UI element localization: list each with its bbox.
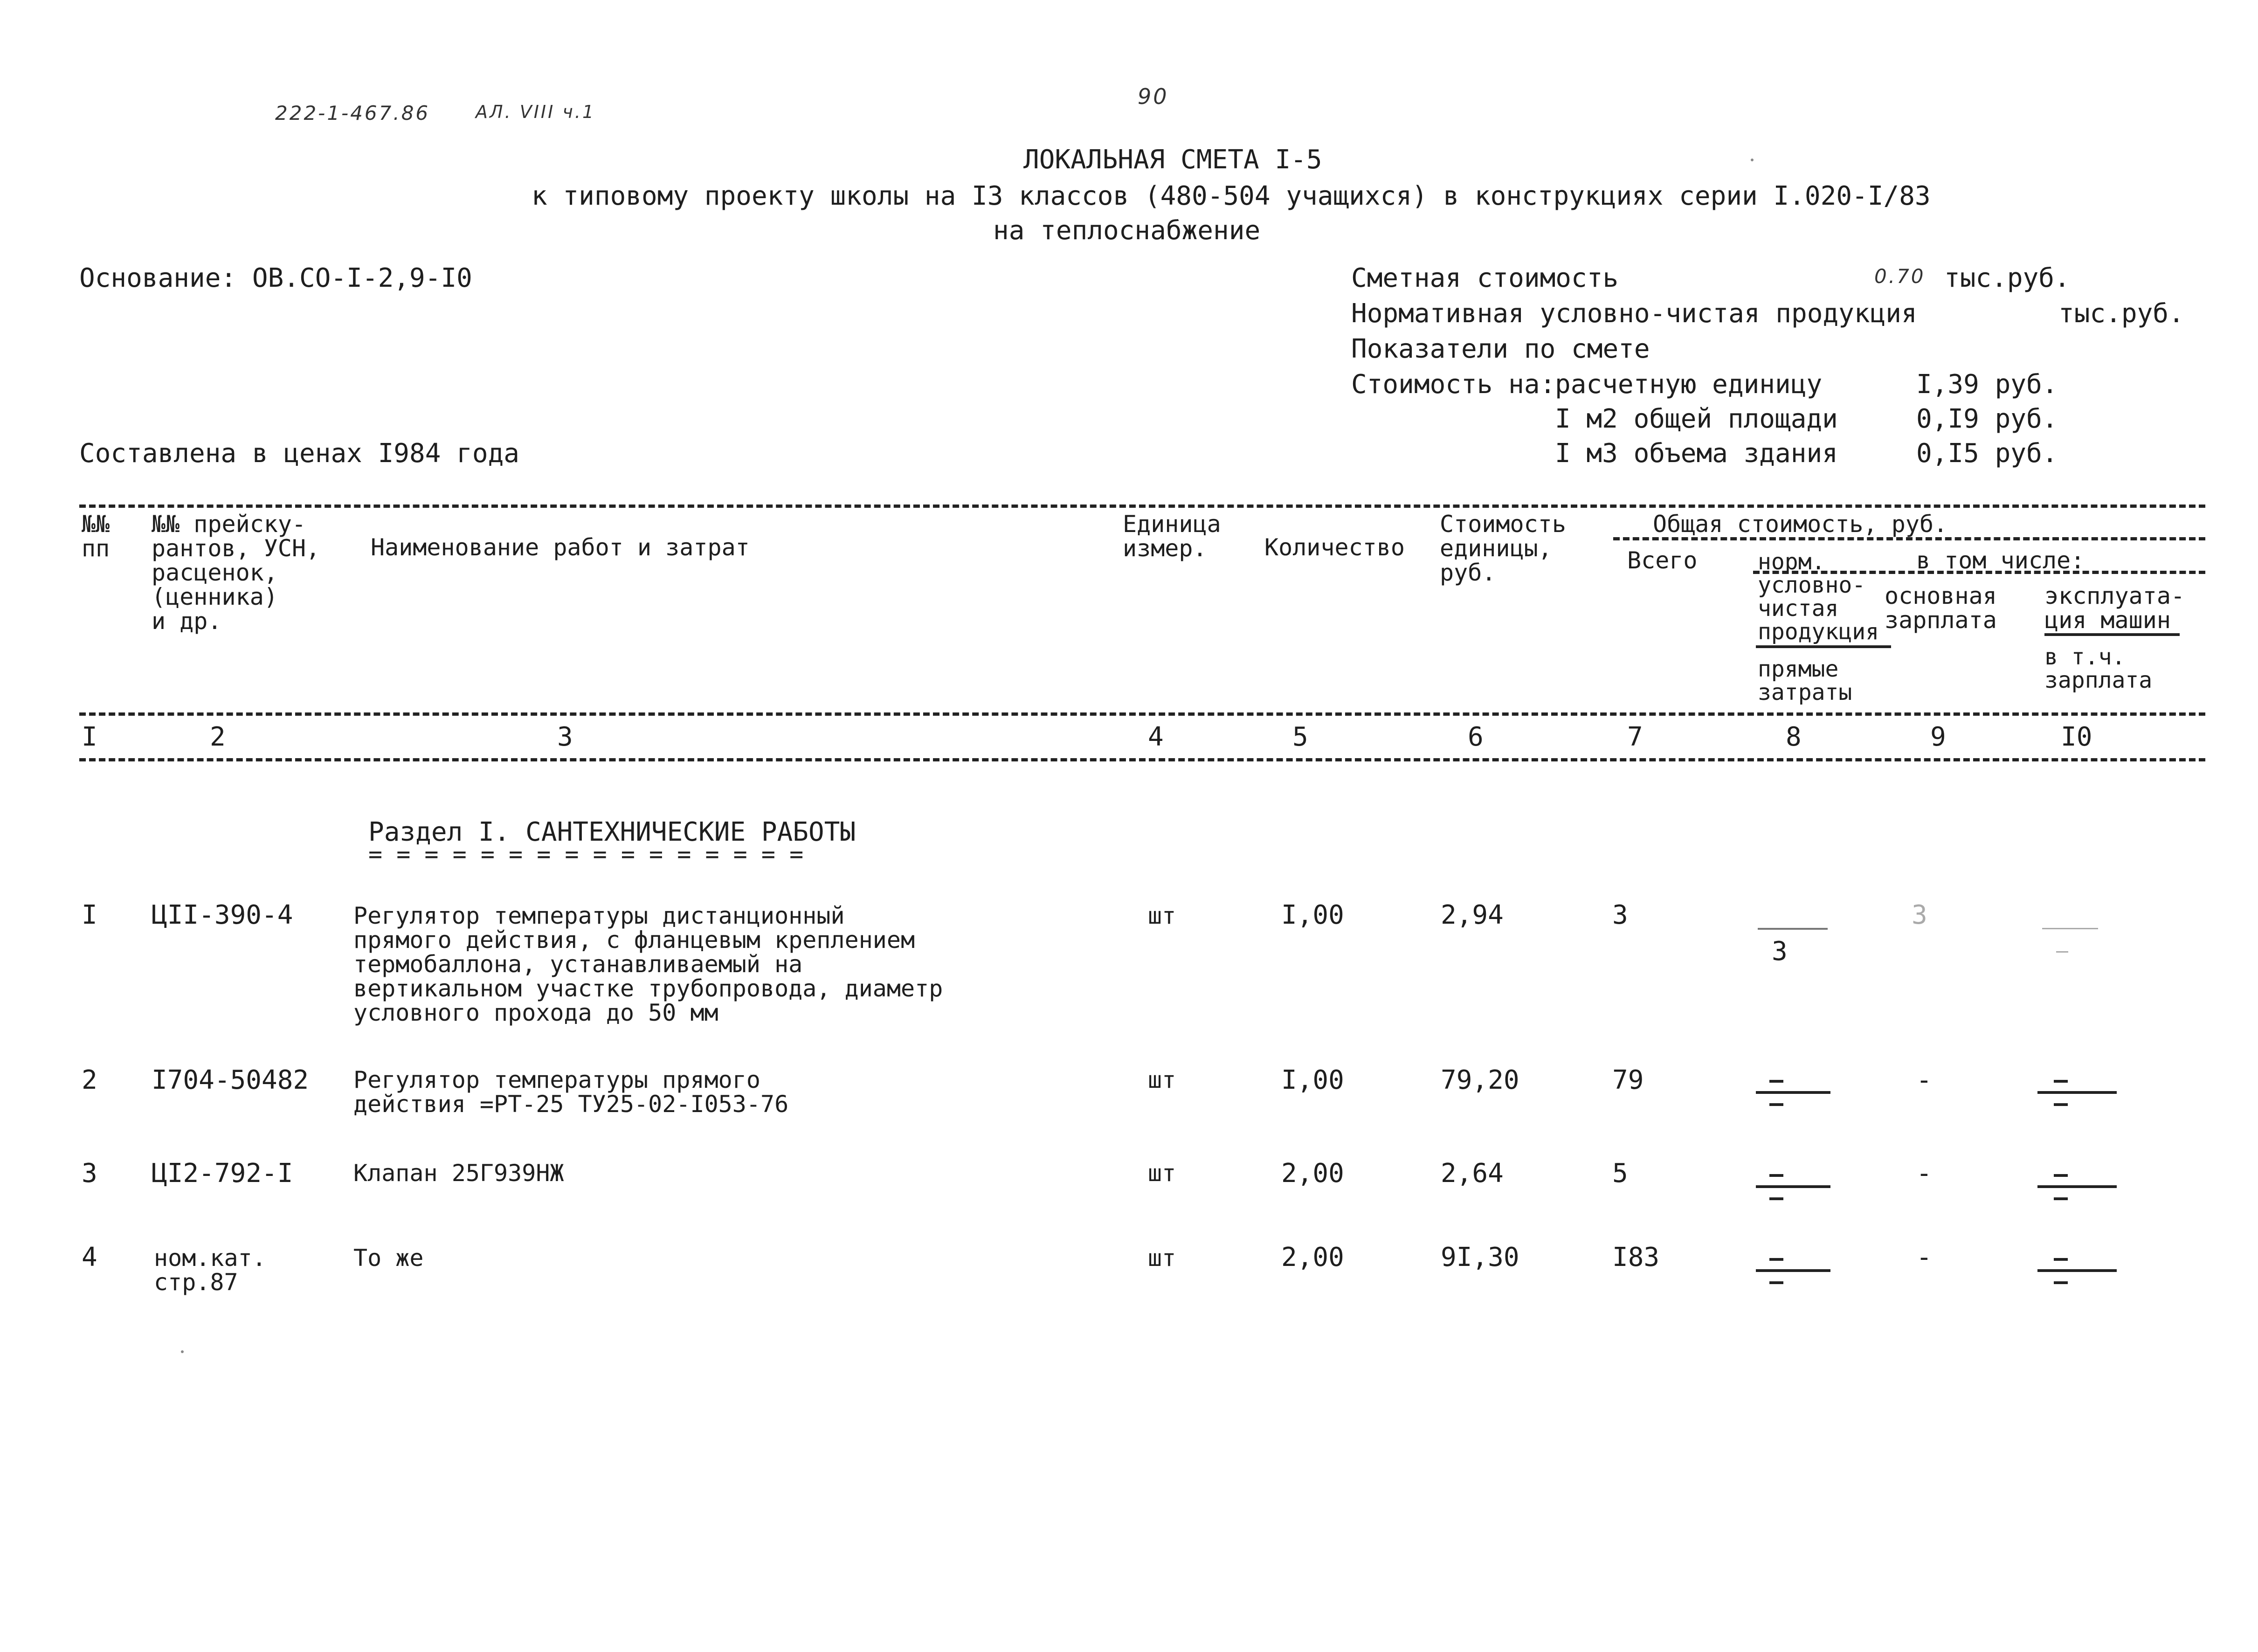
per-unit-value: I,39 руб. (1916, 369, 2058, 400)
header-col-wage: основная зарплата (1885, 582, 1997, 634)
row-code: ЦI2-792-I (152, 1158, 293, 1189)
row-machines-wage-dash (2054, 1281, 2068, 1284)
row-normative-divider (1756, 1091, 1830, 1094)
prices-year: Составлена в ценах I984 года (79, 438, 520, 469)
row-direct-dash (1769, 1197, 1783, 1200)
document-subtitle-2: на теплоснабжение (993, 215, 1261, 246)
column-number: I0 (2061, 722, 2092, 752)
header-col-name: Наименование работ и затрат (371, 534, 750, 561)
row-machines-divider (2037, 1091, 2117, 1094)
row-normative-dash (1769, 1174, 1783, 1177)
header-including: в том числе: (1916, 547, 2085, 574)
machines-divider (2044, 633, 2180, 636)
column-number: 7 (1627, 722, 1643, 752)
row-name: Клапан 25Г939НЖ (353, 1160, 564, 1187)
normative-divider (1756, 645, 1891, 648)
album-reference: АЛ. VIII ч.1 (476, 102, 596, 122)
row-total: 79 (1612, 1065, 1644, 1095)
row-machines-wage-dash (2054, 1197, 2068, 1200)
header-col-total: Всего (1627, 547, 1698, 574)
row-machines-divider (2037, 1269, 2117, 1272)
estimated-cost-label: Сметная стоимость (1351, 263, 1619, 293)
row-name: Регулятор температуры дистанционный прямого действия, с фланцевым креплением термобаллона, устанавливаемый на вертикальном участке трубопровода, диаметр условного прохода до 50 мм (353, 902, 943, 1026)
document-reference: 222-1-467.86 (275, 102, 430, 124)
header-col-price: Стоимость единицы, руб. (1440, 511, 1566, 586)
indicators-label: Показатели по смете (1351, 334, 1650, 364)
row-wage: - (1916, 1158, 1932, 1189)
row-normative-dash (1769, 1080, 1783, 1083)
row-unit: шт (1148, 902, 1176, 929)
row-total: 5 (1612, 1158, 1628, 1189)
header-col-qty: Количество (1264, 534, 1405, 561)
row-code: ЦII-390-4 (152, 900, 293, 930)
row-normative-divider (1756, 1185, 1830, 1188)
cost-on-label: Стоимость на: (1351, 369, 1556, 400)
section-title: Раздел I. САНТЕХНИЧЕСКИЕ РАБОТЫ (368, 817, 856, 847)
page-number: 90 (1138, 84, 1169, 109)
column-numbers-rule (79, 758, 2205, 761)
header-bottom-rule (79, 712, 2205, 716)
row-machines-wage-dash (2056, 951, 2068, 953)
row-total: 3 (1612, 900, 1628, 930)
header-col-code: №№ прейску- рантов, УСН, расценок, (ценника) и др. (152, 511, 320, 635)
header-col-machines-wage: в т.ч. зарплата (2044, 644, 2153, 693)
row-unit: шт (1148, 1244, 1176, 1272)
header-col-machines: эксплуата- ция машин (2044, 582, 2185, 634)
estimated-cost-unit: тыс.руб. (1944, 263, 2070, 293)
header-col-direct: прямые затраты (1758, 656, 1852, 705)
row-unit-price: 2,94 (1441, 900, 1504, 930)
per-m2-label: I м2 общей площади (1555, 404, 1838, 434)
row-normative-divider (1756, 1269, 1830, 1272)
header-col-normative: норм. условно- чистая продукция (1758, 549, 1879, 645)
row-number: I (82, 900, 97, 930)
row-machines-dash (2054, 1080, 2068, 1083)
row-name: То же (353, 1244, 424, 1272)
row-wage: 3 (1912, 900, 1927, 930)
header-col-number: №№ пп (82, 511, 110, 562)
per-unit-label: расчетную единицу (1555, 369, 1823, 400)
basis-line: Основание: ОВ.СО-I-2,9-I0 (79, 263, 472, 293)
header-top-rule (79, 505, 2205, 508)
estimated-cost-value: 0.70 (1874, 265, 1926, 288)
row-unit: шт (1148, 1160, 1176, 1187)
column-number: 8 (1786, 722, 1802, 752)
row-quantity: 2,00 (1281, 1242, 1344, 1272)
row-wage: - (1916, 1065, 1932, 1095)
row-unit: шт (1148, 1066, 1176, 1093)
row-machines-dash (2054, 1174, 2068, 1177)
row-machines-divider (2037, 1185, 2117, 1188)
row-direct-costs: 3 (1772, 936, 1788, 967)
row-wage: - (1916, 1242, 1932, 1272)
row-direct-dash (1769, 1281, 1783, 1284)
row-machines-wage-dash (2054, 1103, 2068, 1106)
row-direct-dash (1769, 1103, 1783, 1106)
row-number: 3 (82, 1158, 97, 1189)
speck (181, 1350, 184, 1353)
column-number: 6 (1468, 722, 1484, 752)
row-code: I704-50482 (152, 1065, 309, 1095)
column-number: 5 (1292, 722, 1308, 752)
row-machines-dash (2042, 928, 2098, 929)
column-number: I (82, 722, 97, 752)
header-col-unit: Единица измер. (1123, 511, 1221, 562)
row-quantity: I,00 (1281, 900, 1344, 930)
normative-unit: тыс.руб. (2058, 298, 2184, 329)
normative-label: Нормативная условно-чистая продукция (1351, 298, 1917, 329)
per-m3-label: I м3 объема здания (1555, 438, 1838, 469)
per-m2-value: 0,I9 руб. (1916, 404, 2058, 434)
row-quantity: I,00 (1281, 1065, 1344, 1095)
document-title: ЛОКАЛЬНАЯ СМЕТА I-5 (1023, 145, 1322, 175)
per-m3-value: 0,I5 руб. (1916, 438, 2058, 469)
row-normative-dash (1769, 1258, 1783, 1261)
column-number: 4 (1148, 722, 1164, 752)
row-unit-price: 9I,30 (1441, 1242, 1519, 1272)
row-name: Регулятор температуры прямого действия =РТ-25 ТУ25-02-I053-76 (353, 1066, 789, 1118)
row-quantity: 2,00 (1281, 1158, 1344, 1189)
row-number: 4 (82, 1242, 97, 1272)
total-group-rule (1613, 537, 2205, 540)
row-unit-price: 2,64 (1441, 1158, 1504, 1189)
row-machines-dash (2054, 1258, 2068, 1261)
speck (1751, 159, 1754, 161)
header-total-group: Общая стоимость, руб. (1653, 511, 1948, 538)
column-number: 3 (557, 722, 573, 752)
row-normative-dash (1758, 928, 1828, 930)
row-number: 2 (82, 1065, 97, 1095)
section-underline: = = = = = = = = = = = = = = = = (368, 841, 804, 868)
row-unit-price: 79,20 (1441, 1065, 1519, 1095)
row-total: I83 (1612, 1242, 1660, 1272)
document-subtitle: к типовому проекту школы на I3 классов (480-504 учащихся) в конструкциях серии I.020-I/83 (532, 181, 1931, 211)
row-code: ном.кат. стр.87 (154, 1244, 266, 1296)
column-number: 2 (210, 722, 226, 752)
column-number: 9 (1930, 722, 1946, 752)
